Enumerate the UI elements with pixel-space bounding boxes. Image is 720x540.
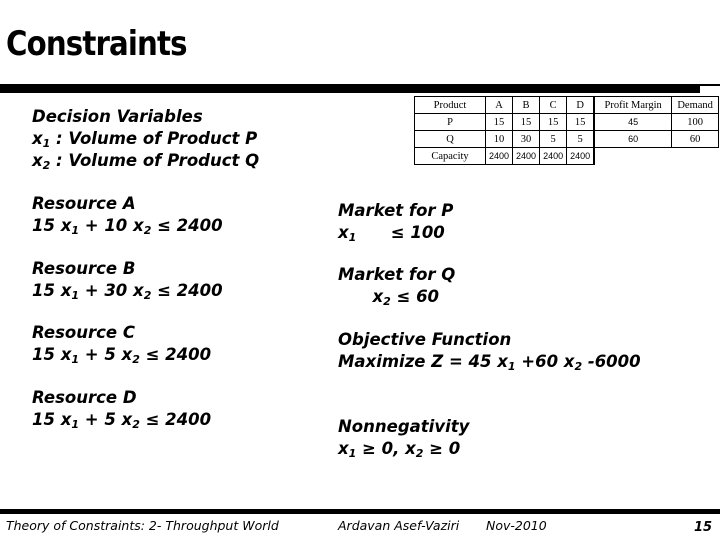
decision-heading: Decision Variables <box>32 107 203 126</box>
resource-c-constraint <box>32 322 211 366</box>
table-header-row <box>415 97 719 114</box>
table-cell: Q <box>415 131 486 148</box>
decision-variables <box>32 106 259 172</box>
table-cell: Capacity <box>415 148 486 165</box>
objective-label: Objective Function <box>338 330 512 349</box>
market-p-label: Market for P <box>338 201 454 220</box>
table-cell <box>595 148 672 165</box>
top-rule-notch <box>700 84 720 93</box>
table-cell: P <box>415 114 486 131</box>
table-cell: Product <box>415 97 486 114</box>
top-rule <box>0 84 720 93</box>
table-cell: A <box>486 97 513 114</box>
resource-b-expr: 15 $x_1 + 30$ $x_2 \le 2400$ <box>32 281 223 302</box>
data-table <box>414 96 719 165</box>
decision-x1: $x_1$ : Volume of Product P <box>32 129 258 150</box>
market-p-constraint <box>338 200 453 244</box>
table-cell: 60 <box>672 131 719 148</box>
table-cell: Demand <box>672 97 719 114</box>
market-q-label: Market for Q <box>338 265 456 284</box>
resource-d-expr: 15 $x_1 + 5$ $x_2 \le 2400$ <box>32 410 212 431</box>
table-row <box>415 148 719 165</box>
table-cell: 15 <box>540 114 567 131</box>
table-cell: 2400 <box>567 148 594 165</box>
table-cell: 5 <box>567 131 594 148</box>
footer-author: Ardavan Asef-Vaziri <box>338 518 460 533</box>
table-cell: B <box>513 97 540 114</box>
table-cell: 15 <box>486 114 513 131</box>
resource-d-label: Resource D <box>32 388 137 407</box>
table-row <box>415 114 719 131</box>
table-cell: 15 <box>513 114 540 131</box>
resource-a-constraint <box>32 193 223 237</box>
table-cell: Profit Margin <box>595 97 672 114</box>
table-cell: C <box>540 97 567 114</box>
footer-course: Theory of Constraints: 2- Throughput World <box>6 518 279 533</box>
table-cell <box>672 148 719 165</box>
table-row <box>415 131 719 148</box>
footer-date: Nov-2010 <box>486 518 547 533</box>
nonnegativity-expr: $x_1 \ge 0$, $x_2 \ge 0$ <box>338 439 461 460</box>
table-cell: 60 <box>595 131 672 148</box>
resource-b-constraint <box>32 258 223 302</box>
bottom-rule <box>0 509 720 514</box>
resource-c-label: Resource C <box>32 323 135 342</box>
table-cell: 30 <box>513 131 540 148</box>
resource-a-label: Resource A <box>32 194 136 213</box>
objective-function <box>338 329 641 373</box>
market-p-expr: $x_1$ ≤ 100 <box>338 223 445 244</box>
table-cell: 2400 <box>486 148 513 165</box>
market-q-expr: $x_2 \le 60$ <box>338 287 440 308</box>
resource-d-constraint <box>32 387 211 431</box>
resource-c-expr: 15 $x_1 + 5$ $x_2 \le 2400$ <box>32 345 212 366</box>
table-cell: D <box>567 97 594 114</box>
slide-title: Constraints <box>6 24 187 64</box>
objective-expr: Maximize Z = 45 $x_1 +60$ $x_2$ -6000 <box>338 352 641 373</box>
decision-x2: $x_2$ : Volume of Product Q <box>32 151 260 172</box>
page-number: 15 <box>694 520 713 535</box>
table-cell: 100 <box>672 114 719 131</box>
table-cell: 15 <box>567 114 594 131</box>
nonnegativity <box>338 416 469 460</box>
resource-b-label: Resource B <box>32 259 136 278</box>
table-cell: 45 <box>595 114 672 131</box>
table-cell: 5 <box>540 131 567 148</box>
table-cell: 10 <box>486 131 513 148</box>
nonnegativity-label: Nonnegativity <box>338 417 470 436</box>
table-cell: 2400 <box>540 148 567 165</box>
table-cell: 2400 <box>513 148 540 165</box>
resource-a-expr: 15 $x_1 + 10$ $x_2 \le 2400$ <box>32 216 223 237</box>
market-q-constraint <box>338 264 455 308</box>
